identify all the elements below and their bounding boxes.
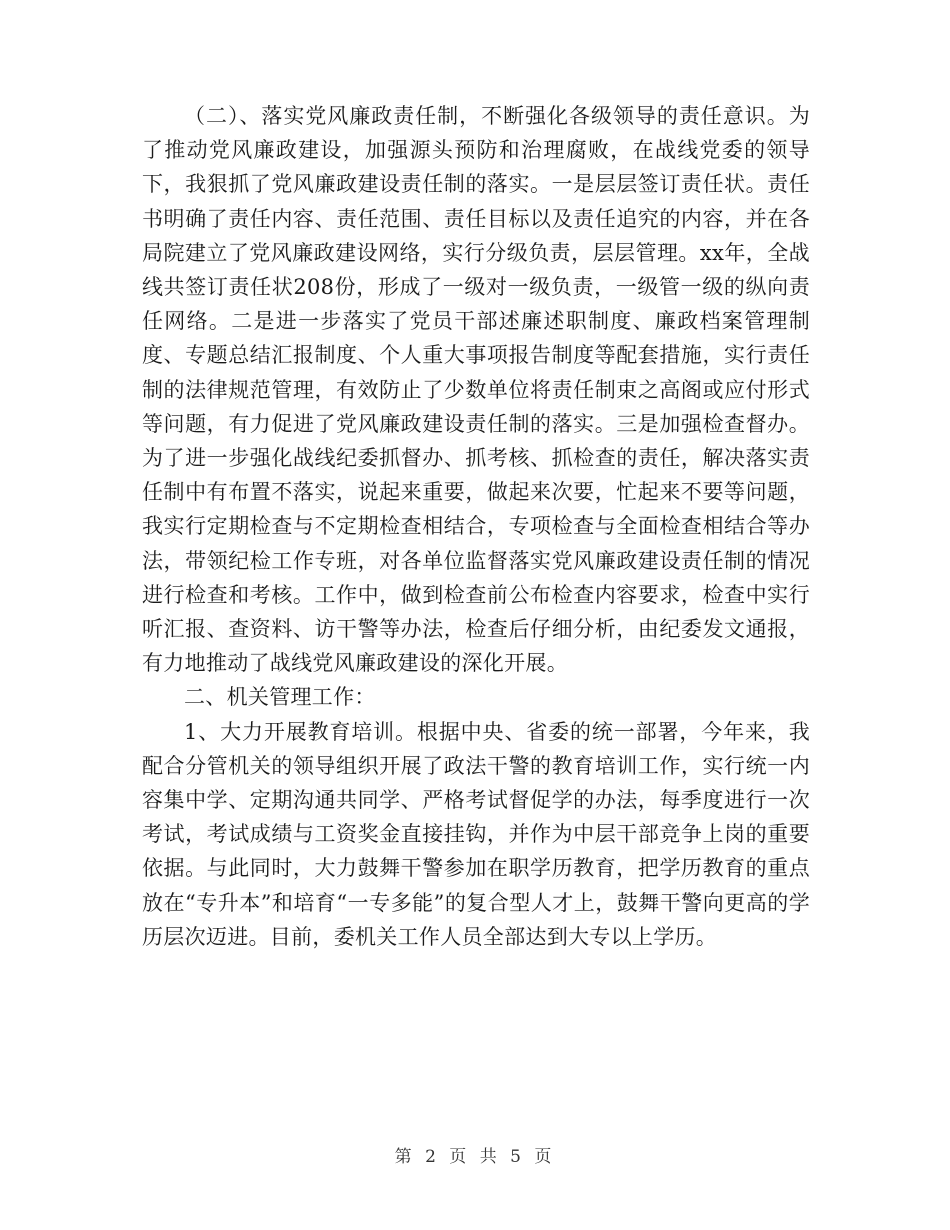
page-number-footer: 第 2 页 共 5 页 (394, 1147, 556, 1167)
paragraph-party-responsibility: （二）、落实党风廉政责任制，不断强化各级领导的责任意识。为了推动党风廉政建设，加强源头预防和治理腐败，在战线党委的领导下，我狠抓了党风廉政建设责任制的落实。一是层层签订责任状。责任书明确了责任内容、责任范围、责任目标以及责任追究的内容，并在各局院建立了党风廉政建设网络，实行分级负责，层层管理。xx年，全战线共签订责任状208份，形成了一级对一级负责，一级管一级的纵向责任网络。二是进一步落实了党员干部述廉述职制度、廉政档案管理制度、专题总结汇报制度、个人重大事项报告制度等配套措施，实行责任制的法律规范管理，有效防止了少数单位将责任制束之高阁或应付形式等问题，有力促进了党风廉政建设责任制的落实。三是加强检查督办。为了进一步强化战线纪委抓督办、抓考核、抓检查的责任，解决落实责任制中有布置不落实，说起来重要，做起来次要，忙起来不要等问题，我实行定期检查与不定期检查相结合，专项检查与全面检查相结合等办法，带领纪检工作专班，对各单位监督落实党风廉政建设责任制的情况进行检查和考核。工作中，做到检查前公布检查内容要求，检查中实行听汇报、查资料、访干警等办法，检查后仔细分析，由纪委发文通报，有力地推动了战线党风廉政建设的深化开展。 (142, 104, 810, 676)
paragraph-education-training: 1、大力开展教育培训。根据中央、省委的统一部署，今年来，我配合分管机关的领导组织开展了政法干警的教育培训工作，实行统一内容集中学、定期沟通共同学、严格考试督促学的办法，每季度进行一次考试，考试成绩与工资奖金直接挂钩，并作为中层干部竞争上岗的重要依据。与此同时，大力鼓舞干警参加在职学历教育，把学历教育的重点放在“专升本”和培育“一专多能”的复合型人才上，鼓舞干警向更高的学历层次迈进。目前，委机关工作人员全部达到大专以上学历。 (142, 719, 810, 949)
section-heading-office-management: 二、机关管理工作： (184, 685, 376, 710)
document-body (142, 99, 810, 954)
